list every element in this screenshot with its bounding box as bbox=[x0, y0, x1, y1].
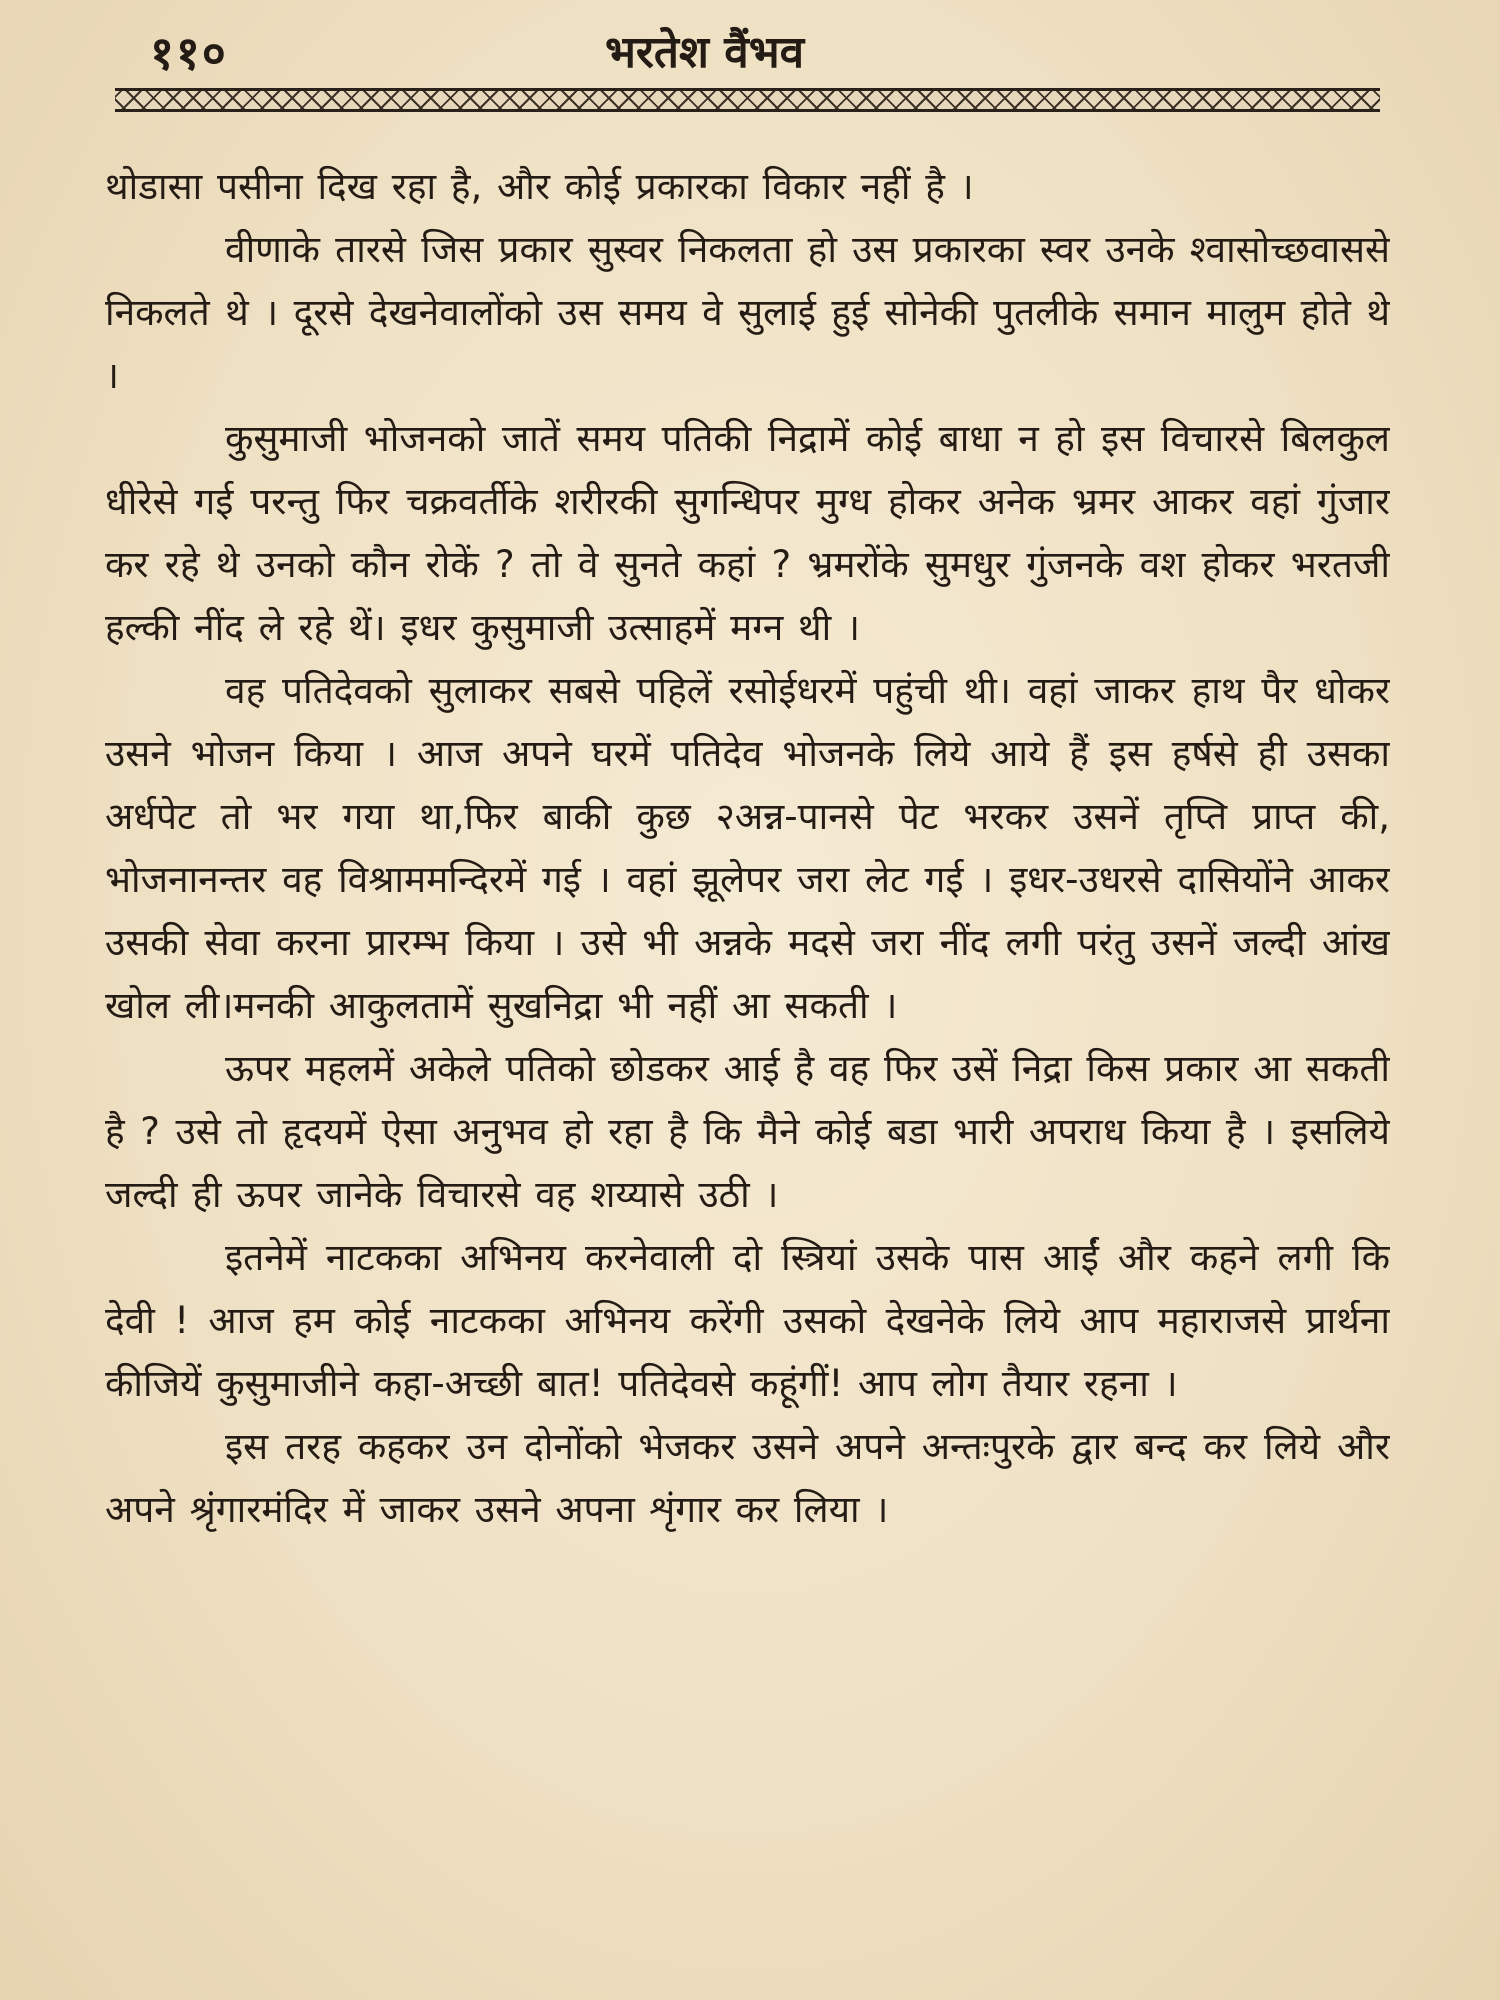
body-text bbox=[105, 155, 1390, 1965]
paragraph-4: वह पतिदेवको सुलाकर सबसे पहिलें रसोईधरमें पहुंची थी। वहां जाकर हाथ पैर धोकर उसने भोजन किया । आज अपने घरमें पतिदेव भोजनके लिये आये हैं इस हर्षसे ही उसका अर्धपेट तो भर गया था,फिर बाकी कुछ २अन्न-पानसे पेट भरकर उसनें तृप्ति प्राप्त की, भोजनानन्तर वह विश्राममन्दिरमें गई । वहां झूलेपर जरा लेट गई । इधर-उधरसे दासियोंने आकर उसकी सेवा करना प्रारम्भ किया । उसे भी अन्नके मदसे जरा नींद लगी परंतु उसनें जल्दी आंख खोल ली।मनकी आकुलतामें सुखनिद्रा भी नहीं आ सकती । bbox=[105, 669, 1390, 1027]
running-title: भरतेश वैंभव bbox=[605, 27, 805, 78]
page-number: ११० bbox=[150, 26, 228, 80]
page-header bbox=[150, 18, 1380, 88]
paragraph-1: थोडासा पसीना दिख रहा है, और कोई प्रकारका विकार नहीं है । bbox=[105, 165, 974, 208]
decorative-border bbox=[115, 88, 1380, 112]
paragraph-7: इस तरह कहकर उन दोनोंको भेजकर उसने अपने अन्तःपुरके द्वार बन्द कर लिये और अपने श्रृंगारमंदिर में जाकर उसने अपना शृंगार कर लिया । bbox=[105, 1425, 1390, 1531]
paragraph-6: इतनेमें नाटकका अभिनय करनेवाली दो स्त्रियां उसके पास आईं और कहने लगी कि देवी ! आज हम कोई नाटकका अभिनय करेंगी उसको देखनेके लिये आप महाराजसे प्रार्थना कीजियें कुसुमाजीने कहा-अच्छी बात! पतिदेवसे कहूंगीं! आप लोग तैयार रहना । bbox=[105, 1236, 1390, 1405]
paragraph-5: ऊपर महलमें अकेले पतिको छोडकर आई है वह फिर उसें निद्रा किस प्रकार आ सकती है ? उसे तो हृदयमें ऐसा अनुभव हो रहा है कि मैने कोई बडा भारी अपराध किया है । इसलिये जल्दी ही ऊपर जानेके विचारसे वह शय्यासे उठी । bbox=[105, 1047, 1390, 1216]
paragraph-3: कुसुमाजी भोजनको जातें समय पतिकी निद्रामें कोई बाधा न हो इस विचारसे बिलकुल धीरेसे गई परन्तु फिर चक्रवर्तीके शरीरकी सुगन्धिपर मुग्ध होकर अनेक भ्रमर आकर वहां गुंजार कर रहे थे उनको कौन रोकें ? तो वे सुनते कहां ? भ्रमरोंके सुमधुर गुंजनके वश होकर भरतजी हल्की नींद ले रहे थें। इधर कुसुमाजी उत्साहमें मग्न थी । bbox=[105, 417, 1390, 649]
paragraph-2: वीणाके तारसे जिस प्रकार सुस्वर निकलता हो उस प्रकारका स्वर उनके श्वासोच्छवाससे निकलते थे । दूरसे देखनेवालोंको उस समय वे सुलाई हुई सोनेकी पुतलीके समान मालुम होते थे । bbox=[105, 228, 1390, 397]
